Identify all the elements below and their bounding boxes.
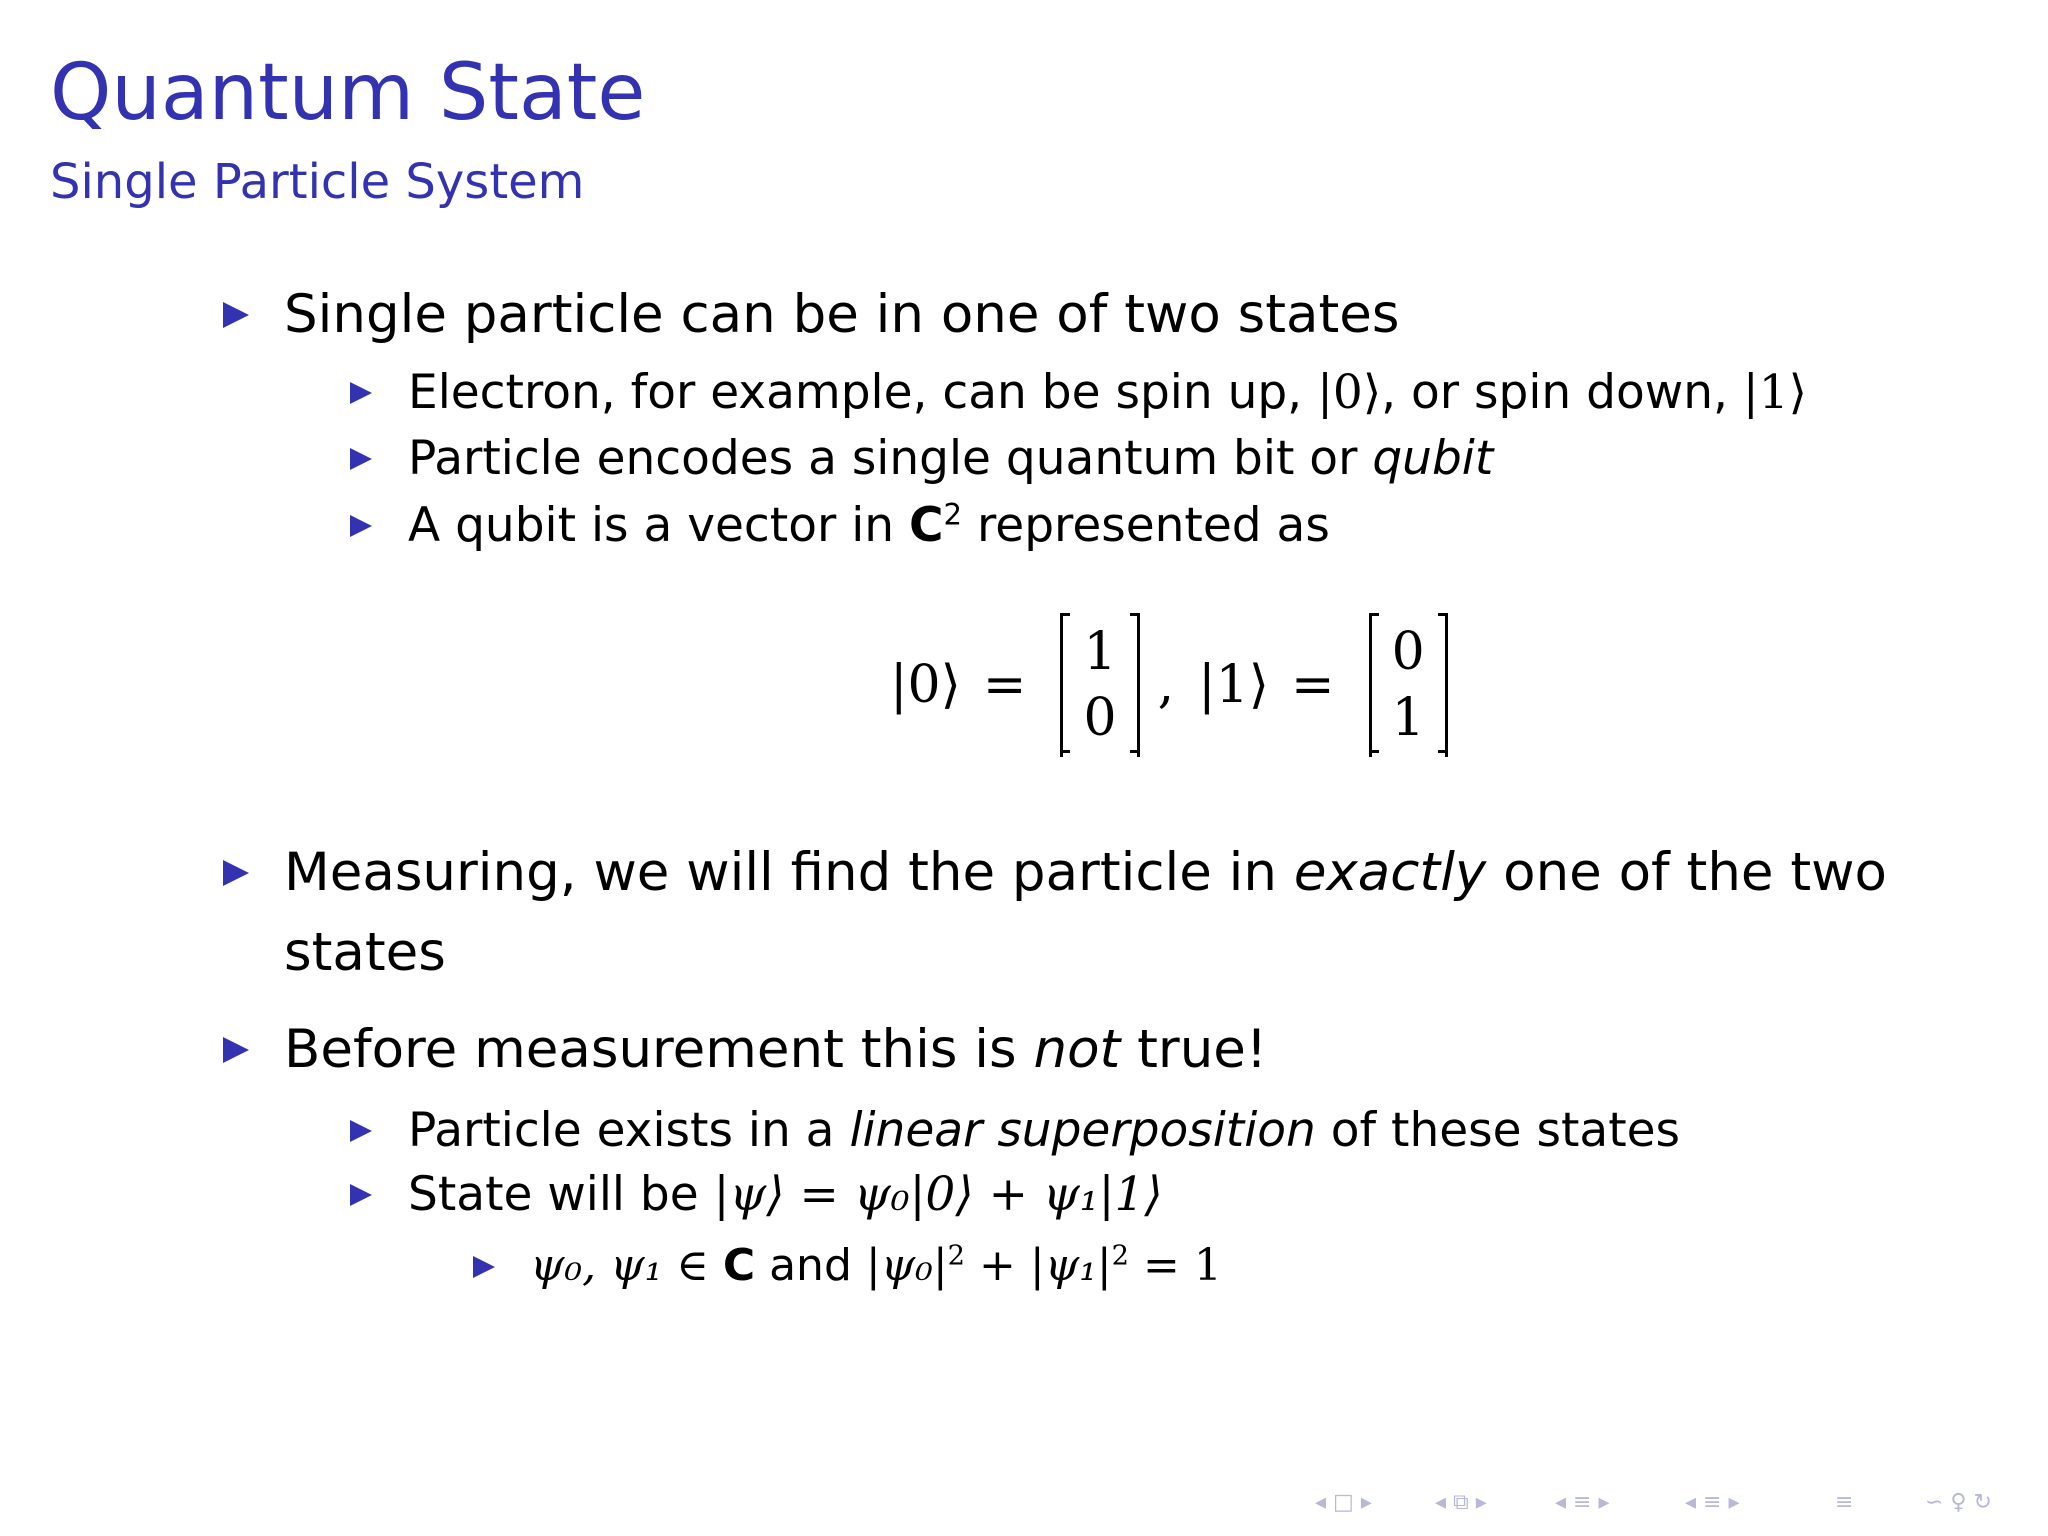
eq-equals: = — [1290, 655, 1335, 715]
eq-equals: = — [982, 655, 1027, 715]
item-text: states — [284, 922, 446, 983]
eq-ket-one: |1⟩ — [1198, 655, 1269, 715]
item-text: Electron, for example, can be spin up, — [408, 365, 1318, 420]
norm-term: + |ψ₁| — [965, 1240, 1112, 1291]
item-text: one of the two — [1486, 842, 1887, 903]
ket-zero: |0⟩ — [1317, 365, 1382, 420]
eq-ket-zero: |0⟩ — [890, 655, 961, 715]
norm-equals-one: = 1 — [1129, 1240, 1222, 1291]
complex-field: C — [909, 498, 944, 553]
nav-section-icon[interactable] — [1555, 1490, 1610, 1515]
nav-appendix[interactable]: ≡ — [1835, 1490, 1854, 1515]
nav-frame-icon[interactable] — [1315, 1490, 1372, 1515]
item-measuring — [284, 833, 1887, 913]
frame-subtitle: Single Particle System — [50, 154, 585, 210]
complex-field: C — [722, 1240, 756, 1291]
nav-subsection-icon[interactable] — [1435, 1490, 1487, 1515]
superscript: 2 — [943, 497, 963, 532]
nav-document-arrows[interactable]: ◂ ≡ ▸ — [1685, 1490, 1740, 1515]
item-particle-encodes — [408, 425, 1493, 493]
norm-term: |ψ₀| — [865, 1240, 948, 1291]
frame-title: Quantum State — [50, 48, 646, 138]
item-text: Measuring, we will find the particle in — [284, 842, 1294, 903]
bullet-icon — [473, 1256, 495, 1278]
item-text: A qubit is a vector in — [408, 498, 910, 553]
nav-document-icon[interactable] — [1685, 1490, 1740, 1515]
item-text: Before measurement this is — [284, 1019, 1034, 1080]
item-text: Single particle can be in one of two states — [284, 284, 1400, 345]
superscript: 2 — [1111, 1240, 1130, 1272]
superscript: 2 — [947, 1240, 966, 1272]
bullet-icon — [223, 1037, 249, 1063]
nav-search-back-forward[interactable]: ∽ ♀ ↻ — [1925, 1490, 1992, 1515]
state-equation: |ψ⟩ = ψ₀|0⟩ + ψ₁|1⟩ — [713, 1167, 1163, 1222]
item-text: , or spin down, — [1381, 365, 1743, 420]
item-superposition — [408, 1097, 1680, 1165]
item-qubit-vector — [408, 492, 1330, 560]
nav-section-arrows[interactable]: ◂ ≡ ▸ — [1555, 1490, 1610, 1515]
item-emphasis: qubit — [1372, 431, 1494, 486]
matrix-cell: 1 — [1083, 622, 1117, 682]
item-electron-example — [408, 359, 1807, 427]
item-state-will-be — [408, 1161, 1163, 1229]
item-text: of these states — [1315, 1103, 1681, 1158]
item-before-measurement — [284, 1010, 1267, 1090]
bullet-icon — [350, 1120, 372, 1142]
eq-comma: , — [1157, 655, 1175, 715]
item-text: true! — [1120, 1019, 1268, 1080]
navigation-bar — [1315, 1490, 2035, 1520]
matrix-ket-one — [1369, 613, 1448, 757]
item-emphasis: linear superposition — [849, 1103, 1316, 1158]
bullet-icon — [350, 382, 372, 404]
bullet-icon — [350, 448, 372, 470]
bullet-icon — [350, 1184, 372, 1206]
bullet-icon — [223, 302, 249, 328]
matrix-cell: 0 — [1391, 622, 1425, 682]
nav-subsection-arrows[interactable]: ◂ ⧉ ▸ — [1435, 1490, 1487, 1515]
matrix-cell: 0 — [1083, 688, 1117, 748]
nav-frame-arrows[interactable]: ◂ □ ▸ — [1315, 1490, 1372, 1515]
item-text: represented as — [962, 498, 1330, 553]
ket-one: |1⟩ — [1742, 365, 1807, 420]
nav-appendix-icon[interactable] — [1835, 1490, 1853, 1515]
display-equation — [890, 610, 1460, 760]
item-text: State will be — [408, 1167, 714, 1222]
item-emphasis: not — [1033, 1019, 1121, 1080]
coefficients: ψ₀, ψ₁ ∈ — [530, 1240, 723, 1291]
nav-search-icon[interactable] — [1925, 1490, 1992, 1515]
item-single-particle — [284, 275, 1400, 355]
item-emphasis: exactly — [1293, 842, 1487, 903]
item-text: and — [755, 1240, 866, 1291]
item-text: Particle exists in a — [408, 1103, 850, 1158]
matrix-cell: 1 — [1391, 688, 1425, 748]
bullet-icon — [223, 860, 249, 886]
item-measuring-continued — [284, 913, 446, 993]
item-normalization — [530, 1234, 1222, 1298]
matrix-ket-zero — [1060, 613, 1139, 757]
item-text: Particle encodes a single quantum bit or — [408, 431, 1373, 486]
bullet-icon — [350, 515, 372, 537]
